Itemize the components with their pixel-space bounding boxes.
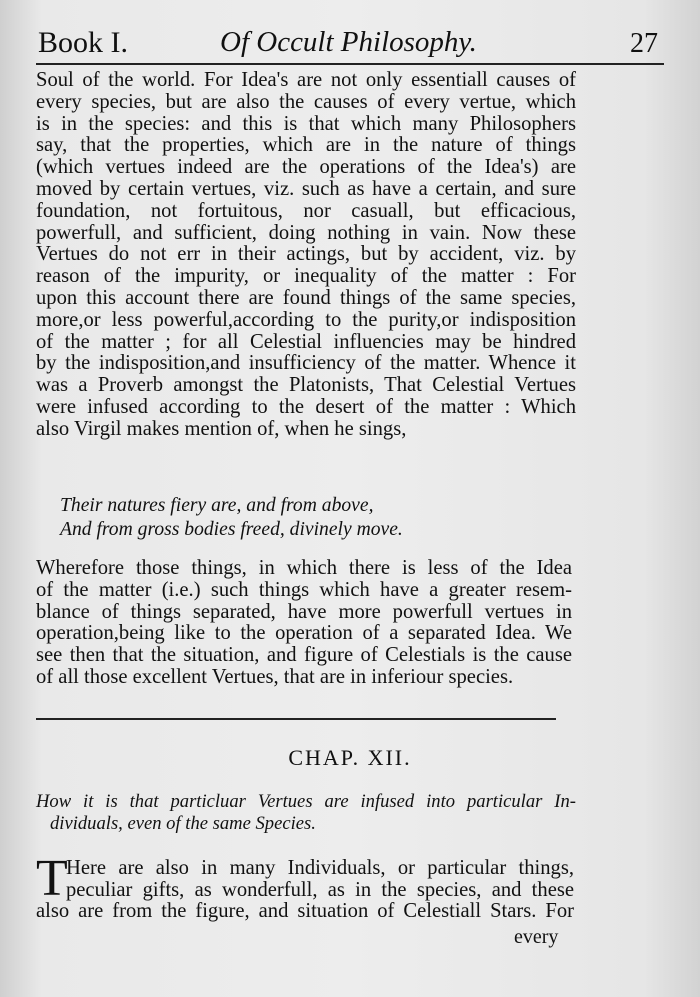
verse-line: Their natures fiery are, and from above, <box>60 495 374 516</box>
paragraph-3 <box>36 850 574 923</box>
running-title: Of Occult Philosophy. <box>220 26 477 58</box>
catchword: every <box>514 926 559 948</box>
text-line: upon this account there are found things of the same species, <box>36 286 576 309</box>
text-line: powerfull, and sufficient, doing nothing in vain. Now these <box>36 221 576 244</box>
text-line: Wherefore those things, in which there is less of the Idea <box>36 557 572 579</box>
text-line: of the matter ; for all Celestial influencies may be hindred <box>36 330 576 353</box>
text-line: Vertues do not err in their actings, but by accident, viz. by <box>36 243 576 266</box>
text-line: peculiar gifts, as wonderfull, as in the species, and these <box>66 878 574 901</box>
chapter-subtitle <box>36 791 576 835</box>
book-number: Book I. <box>38 26 128 59</box>
text-line: by the indisposition,and insufficiency of the matter. Whence it <box>36 352 576 375</box>
text-line: see then that the situation, and figure of Celestials is the cause <box>36 644 572 667</box>
text-line: also Virgil makes mention of, when he sings, <box>36 417 407 440</box>
text-line: also are from the figure, and situation of Celestiall Stars. For <box>36 900 574 922</box>
subtitle-line: dividuals, even of the same Species. <box>50 813 316 834</box>
paragraph-1 <box>36 70 576 441</box>
text-line: more,or less powerful,according to the purity,or indisposition <box>36 308 576 331</box>
page-header <box>38 22 658 62</box>
page-number: 27 <box>630 28 658 59</box>
text-line: blance of things separated, have more powerfull vertues in <box>36 600 572 623</box>
subtitle-line: How it is that particluar Vertues are infused into particular In- <box>36 791 576 812</box>
text-line: of all those excellent Vertues, that are in inferiour species. <box>36 665 514 688</box>
text-line: operation,being like to the operation of a separated Idea. We <box>36 622 572 645</box>
chapter-divider-rule <box>36 718 556 720</box>
text-line: say, that the properties, which are in the nature of things <box>36 134 576 157</box>
chapter-title: CHAP. XII. <box>288 745 412 770</box>
text-line: foundation, not fortuitous, nor casuall, but efficacious, <box>36 199 576 222</box>
header-rule <box>36 63 664 65</box>
paragraph-2 <box>36 558 572 689</box>
text-line: of the matter (i.e.) such things which have a greater resem- <box>36 578 572 601</box>
verse-quotation <box>60 494 403 542</box>
text-line: was a Proverb amongst the Platonists, That Celestial Vertues <box>36 374 576 397</box>
text-line: reason of the impurity, or inequality of the matter : For <box>36 265 576 288</box>
text-line: (which vertues indeed are the operations of the Idea's) are <box>36 156 576 179</box>
verse-line: And from gross bodies freed, divinely move. <box>60 519 403 540</box>
drop-capital: T <box>36 850 68 907</box>
text-line: every species, but are also the causes of every vertue, which <box>36 90 576 113</box>
text-line: Here are also in many Individuals, or particular things, <box>66 857 574 879</box>
text-line: were infused according to the desert of the matter : Which <box>36 395 576 418</box>
text-line: is in the species: and this is that which many Philosophers <box>36 112 576 135</box>
text-line: Soul of the world. For Idea's are not only essentiall causes of <box>36 69 576 91</box>
text-line: moved by certain vertues, viz. such as have a certain, and sure <box>36 177 576 200</box>
